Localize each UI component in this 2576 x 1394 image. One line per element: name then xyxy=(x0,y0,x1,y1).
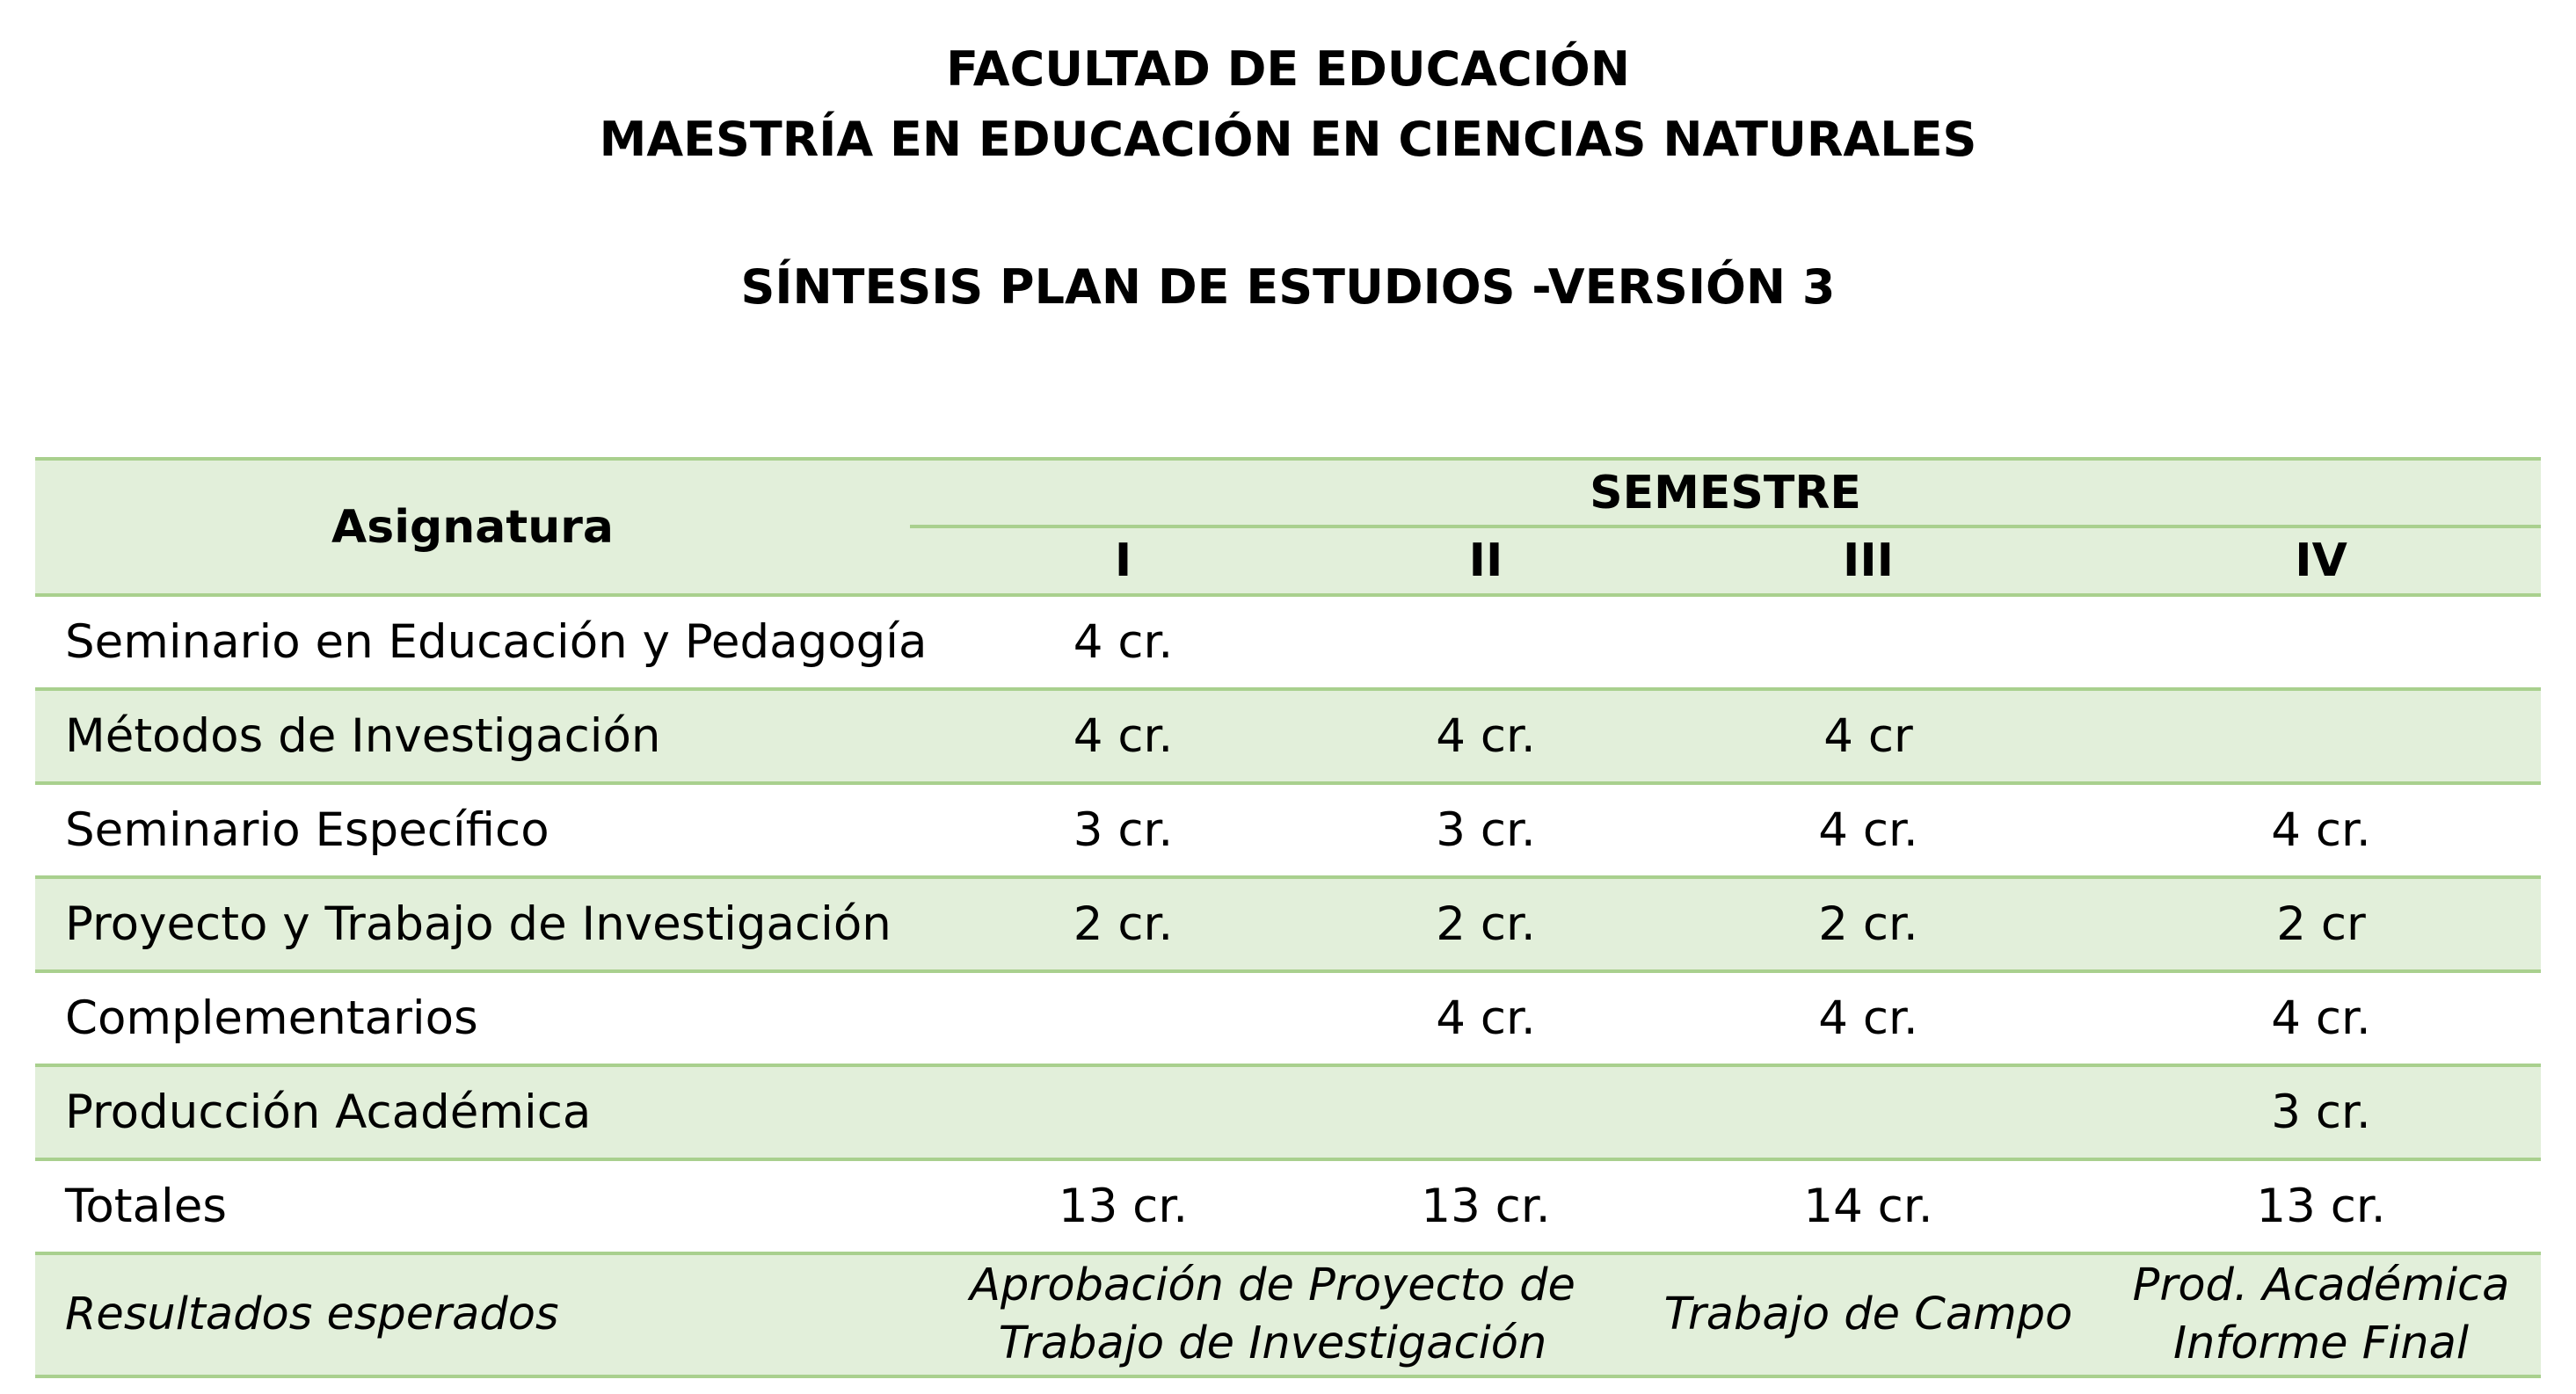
subject-cell: Seminario Específico xyxy=(35,783,910,877)
total-cell: 14 cr. xyxy=(1635,1159,2101,1253)
credit-cell xyxy=(2101,595,2541,689)
total-cell: 13 cr. xyxy=(910,1159,1336,1253)
credit-cell xyxy=(1336,595,1635,689)
semester-header-iv: IV xyxy=(2101,526,2541,595)
semester-header-i: I xyxy=(910,526,1336,595)
credit-cell xyxy=(910,971,1336,1065)
credit-cell: 4 cr. xyxy=(2101,783,2541,877)
total-cell: 13 cr. xyxy=(2101,1159,2541,1253)
credit-cell: 4 cr. xyxy=(1635,783,2101,877)
credit-cell: 2 cr. xyxy=(1336,877,1635,971)
totals-label: Totales xyxy=(35,1159,910,1253)
credit-cell: 3 cr. xyxy=(1336,783,1635,877)
expected-result-sem-iv: Prod. Académica Informe Final xyxy=(2101,1253,2541,1376)
credit-cell: 4 cr. xyxy=(1336,971,1635,1065)
credit-cell: 4 cr xyxy=(1635,689,2101,783)
credit-cell: 2 cr xyxy=(2101,877,2541,971)
credit-cell: 4 cr. xyxy=(910,689,1336,783)
subject-cell: Proyecto y Trabajo de Investigación xyxy=(35,877,910,971)
subject-column-header: Asignatura xyxy=(35,459,910,595)
expected-results-label: Resultados esperados xyxy=(35,1253,910,1376)
credit-cell: 4 cr. xyxy=(1635,971,2101,1065)
study-plan-table xyxy=(35,457,2541,1378)
credit-cell: 2 cr. xyxy=(910,877,1336,971)
expected-result-sem-iii: Trabajo de Campo xyxy=(1635,1253,2101,1376)
program-title: MAESTRÍA EN EDUCACIÓN EN CIENCIAS NATURALES xyxy=(599,112,1977,167)
table-row xyxy=(35,971,2541,1065)
header-row xyxy=(35,459,2541,526)
table-row xyxy=(35,595,2541,689)
semester-group-header: SEMESTRE xyxy=(910,459,2541,526)
table-row xyxy=(35,783,2541,877)
credit-cell: 4 cr. xyxy=(2101,971,2541,1065)
subject-cell: Producción Académica xyxy=(35,1065,910,1159)
credit-cell xyxy=(910,1065,1336,1159)
table-row xyxy=(35,1065,2541,1159)
credit-cell xyxy=(1635,1065,2101,1159)
subject-cell: Complementarios xyxy=(35,971,910,1065)
totals-row xyxy=(35,1159,2541,1253)
expected-result-sem-i-ii: Aprobación de Proyecto de Trabajo de Investigación xyxy=(910,1253,1635,1376)
semester-header-ii: II xyxy=(1336,526,1635,595)
faculty-title: FACULTAD DE EDUCACIÓN xyxy=(946,41,1630,97)
credit-cell: 4 cr. xyxy=(910,595,1336,689)
credit-cell: 4 cr. xyxy=(1336,689,1635,783)
credit-cell xyxy=(1336,1065,1635,1159)
semester-header-iii: III xyxy=(1635,526,2101,595)
subject-cell: Seminario en Educación y Pedagogía xyxy=(35,595,910,689)
document-title: SÍNTESIS PLAN DE ESTUDIOS -VERSIÓN 3 xyxy=(740,259,1836,315)
total-cell: 13 cr. xyxy=(1336,1159,1635,1253)
credit-cell: 3 cr. xyxy=(2101,1065,2541,1159)
expected-results-row xyxy=(35,1253,2541,1376)
credit-cell xyxy=(2101,689,2541,783)
credit-cell: 2 cr. xyxy=(1635,877,2101,971)
table-row xyxy=(35,689,2541,783)
credit-cell: 3 cr. xyxy=(910,783,1336,877)
credit-cell xyxy=(1635,595,2101,689)
subject-cell: Métodos de Investigación xyxy=(35,689,910,783)
table-row xyxy=(35,877,2541,971)
